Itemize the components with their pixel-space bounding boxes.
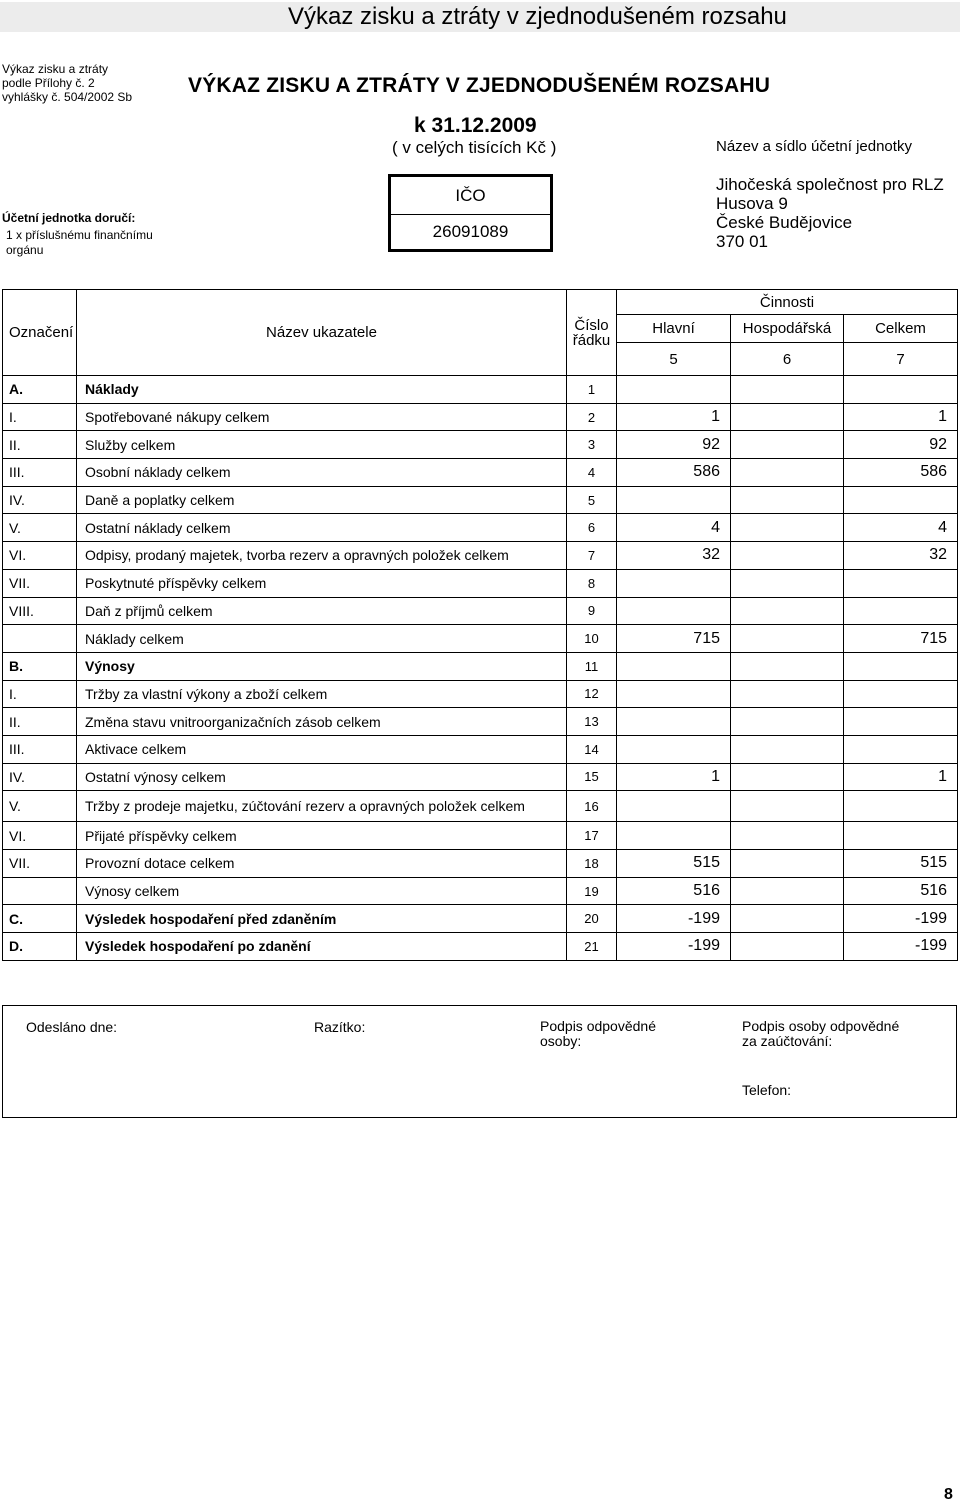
ico-value: 26091089 [432,222,509,241]
row-indicator-name: Ostatní výnosy celkem [77,763,567,791]
row-indicator-name: Poskytnuté příspěvky celkem [77,569,567,597]
row-value-total: 586 [844,459,958,487]
row-number: 13 [567,708,617,736]
table-row [3,933,958,961]
row-value-total [844,735,958,763]
table-row [3,625,958,653]
row-value-total: -199 [844,905,958,933]
row-number: 16 [567,791,617,822]
row-value-economic [731,569,844,597]
delivery-label: Účetní jednotka doručí: [2,211,136,225]
row-value-economic [731,625,844,653]
row-value-economic [731,376,844,404]
table-row [3,597,958,625]
row-indicator-name: Výsledek hospodaření před zdaněním [77,905,567,933]
row-indicator-name: Daň z příjmů celkem [77,597,567,625]
row-value-economic [731,597,844,625]
table-row [3,791,958,822]
row-designation: I. [3,680,77,708]
row-value-total [844,680,958,708]
row-number: 10 [567,625,617,653]
table-row [3,569,958,597]
table-row [3,763,958,791]
row-indicator-name: Přijaté příspěvky celkem [77,822,567,850]
row-designation: II. [3,708,77,736]
row-value-main [617,708,731,736]
table-row [3,708,958,736]
row-number: 2 [567,403,617,431]
row-value-main: 515 [617,850,731,878]
table-row [3,850,958,878]
row-value-economic [731,680,844,708]
ico-label: IČO [391,177,550,215]
row-indicator-name: Výsledek hospodaření po zdanění [77,933,567,961]
delivery-text: 1 x příslušnému finančnímu orgánu [6,228,153,257]
row-value-economic [731,403,844,431]
row-indicator-name: Provozní dotace celkem [77,850,567,878]
table-row [3,403,958,431]
row-value-total: 515 [844,850,958,878]
row-value-total [844,791,958,822]
row-indicator-name: Služby celkem [77,431,567,459]
row-value-main [617,735,731,763]
statement-date: k 31.12.2009 [414,114,537,137]
row-value-main: 1 [617,403,731,431]
row-designation: VI. [3,822,77,850]
row-value-total [844,376,958,404]
entity-address: Jihočeská společnost pro RLZ Husova 9 České Budějovice 370 01 [716,175,944,251]
row-designation: A. [3,376,77,404]
row-indicator-name: Tržby z prodeje majetku, zúčtování rezerv a opravných položek celkem [77,791,567,822]
row-value-main [617,652,731,680]
row-designation: VII. [3,850,77,878]
row-designation: IV. [3,486,77,514]
row-value-main [617,680,731,708]
statement-heading: VÝKAZ ZISKU A ZTRÁTY V ZJEDNODUŠENÉM ROZSAHU [188,74,771,97]
stamp-label: Razítko: [314,1019,366,1035]
table-row [3,376,958,404]
row-number: 3 [567,431,617,459]
row-number: 20 [567,905,617,933]
row-number: 5 [567,486,617,514]
row-value-main: 32 [617,542,731,570]
row-number: 12 [567,680,617,708]
row-value-economic [731,652,844,680]
row-indicator-name: Náklady [77,376,567,404]
row-indicator-name: Změna stavu vnitroorganizačních zásob celkem [77,708,567,736]
row-number: 11 [567,652,617,680]
row-value-total: 92 [844,431,958,459]
row-value-main: 4 [617,514,731,542]
row-value-economic [731,822,844,850]
row-value-economic [731,791,844,822]
row-value-total: 715 [844,625,958,653]
row-designation: VII. [3,569,77,597]
table-row [3,905,958,933]
row-number: 1 [567,376,617,404]
row-value-main: 586 [617,459,731,487]
row-indicator-name: Ostatní náklady celkem [77,514,567,542]
row-designation: II. [3,431,77,459]
header-total: Celkem [844,315,958,343]
header-economic: Hospodářská [731,315,844,343]
row-value-main [617,569,731,597]
row-designation: VIII. [3,597,77,625]
row-value-economic [731,763,844,791]
row-value-main: 92 [617,431,731,459]
table-row [3,735,958,763]
row-number: 18 [567,850,617,878]
row-value-total: 4 [844,514,958,542]
row-value-total [844,569,958,597]
table-row [3,877,958,905]
currency-note: ( v celých tisících Kč ) [392,138,557,157]
row-indicator-name: Tržby za vlastní výkony a zboží celkem [77,680,567,708]
row-value-total [844,652,958,680]
header-indicator-name: Název ukazatele [77,290,567,376]
row-number: 19 [567,877,617,905]
row-value-total: 1 [844,763,958,791]
row-value-economic [731,877,844,905]
row-number: 17 [567,822,617,850]
row-indicator-name: Osobní náklady celkem [77,459,567,487]
row-indicator-name: Výnosy [77,652,567,680]
row-value-economic [731,486,844,514]
table-row [3,822,958,850]
table-row [3,542,958,570]
page-number: 8 [944,1486,953,1503]
row-value-main [617,376,731,404]
accounting-signature-label: Podpis osoby odpovědné za zaúčtování: [742,1018,900,1049]
row-value-total [844,822,958,850]
row-value-total [844,486,958,514]
row-value-economic [731,933,844,961]
row-designation: D. [3,933,77,961]
table-row [3,459,958,487]
header-designation: Označení [3,290,77,376]
row-number: 6 [567,514,617,542]
row-number: 9 [567,597,617,625]
row-number: 7 [567,542,617,570]
header-activities: Činnosti [617,290,958,315]
ico-box [388,174,553,252]
header-row-number: Číslo řádku [567,290,617,376]
row-designation: V. [3,514,77,542]
row-value-economic [731,850,844,878]
row-indicator-name: Odpisy, prodaný majetek, tvorba rezerv a opravných položek celkem [77,542,567,570]
row-value-economic [731,431,844,459]
row-designation: IV. [3,763,77,791]
row-indicator-name: Náklady celkem [77,625,567,653]
row-value-main [617,486,731,514]
row-value-main [617,597,731,625]
row-value-total [844,597,958,625]
row-indicator-name: Spotřebované nákupy celkem [77,403,567,431]
row-designation [3,625,77,653]
row-indicator-name: Výnosy celkem [77,877,567,905]
table-row [3,680,958,708]
row-number: 4 [567,459,617,487]
row-value-total [844,708,958,736]
row-value-main [617,822,731,850]
row-designation: I. [3,403,77,431]
row-designation: V. [3,791,77,822]
row-number: 8 [567,569,617,597]
row-value-total: 516 [844,877,958,905]
header-col-6: 6 [731,343,844,376]
table-row [3,652,958,680]
table-row [3,514,958,542]
entity-label: Název a sídlo účetní jednotky [716,138,912,155]
legal-reference-note: Výkaz zisku a ztráty podle Přílohy č. 2 vyhlášky č. 504/2002 Sb [2,62,133,104]
row-value-main: 516 [617,877,731,905]
page-title: Výkaz zisku a ztráty v zjednodušeném rozsahu [0,2,960,32]
row-designation: III. [3,459,77,487]
row-value-economic [731,542,844,570]
row-value-economic [731,514,844,542]
row-value-total: 1 [844,403,958,431]
row-value-economic [731,459,844,487]
row-designation [3,877,77,905]
row-indicator-name: Daně a poplatky celkem [77,486,567,514]
row-number: 21 [567,933,617,961]
sent-date-label: Odesláno dne: [26,1019,118,1035]
header-col-5: 5 [617,343,731,376]
row-number: 15 [567,763,617,791]
row-value-main: -199 [617,905,731,933]
row-value-main [617,791,731,822]
row-value-total: -199 [844,933,958,961]
row-designation: III. [3,735,77,763]
responsible-signature-label: Podpis odpovědné osoby: [540,1018,656,1049]
row-number: 14 [567,735,617,763]
table-row [3,486,958,514]
row-value-main: 1 [617,763,731,791]
row-designation: C. [3,905,77,933]
header-col-7: 7 [844,343,958,376]
phone-label: Telefon: [742,1082,792,1098]
row-value-economic [731,708,844,736]
row-indicator-name: Aktivace celkem [77,735,567,763]
row-value-main: -199 [617,933,731,961]
header-main: Hlavní [617,315,731,343]
row-value-economic [731,735,844,763]
row-value-main: 715 [617,625,731,653]
row-value-total: 32 [844,542,958,570]
row-designation: B. [3,652,77,680]
row-value-economic [731,905,844,933]
row-designation: VI. [3,542,77,570]
income-statement-table [2,289,958,961]
table-row [3,431,958,459]
